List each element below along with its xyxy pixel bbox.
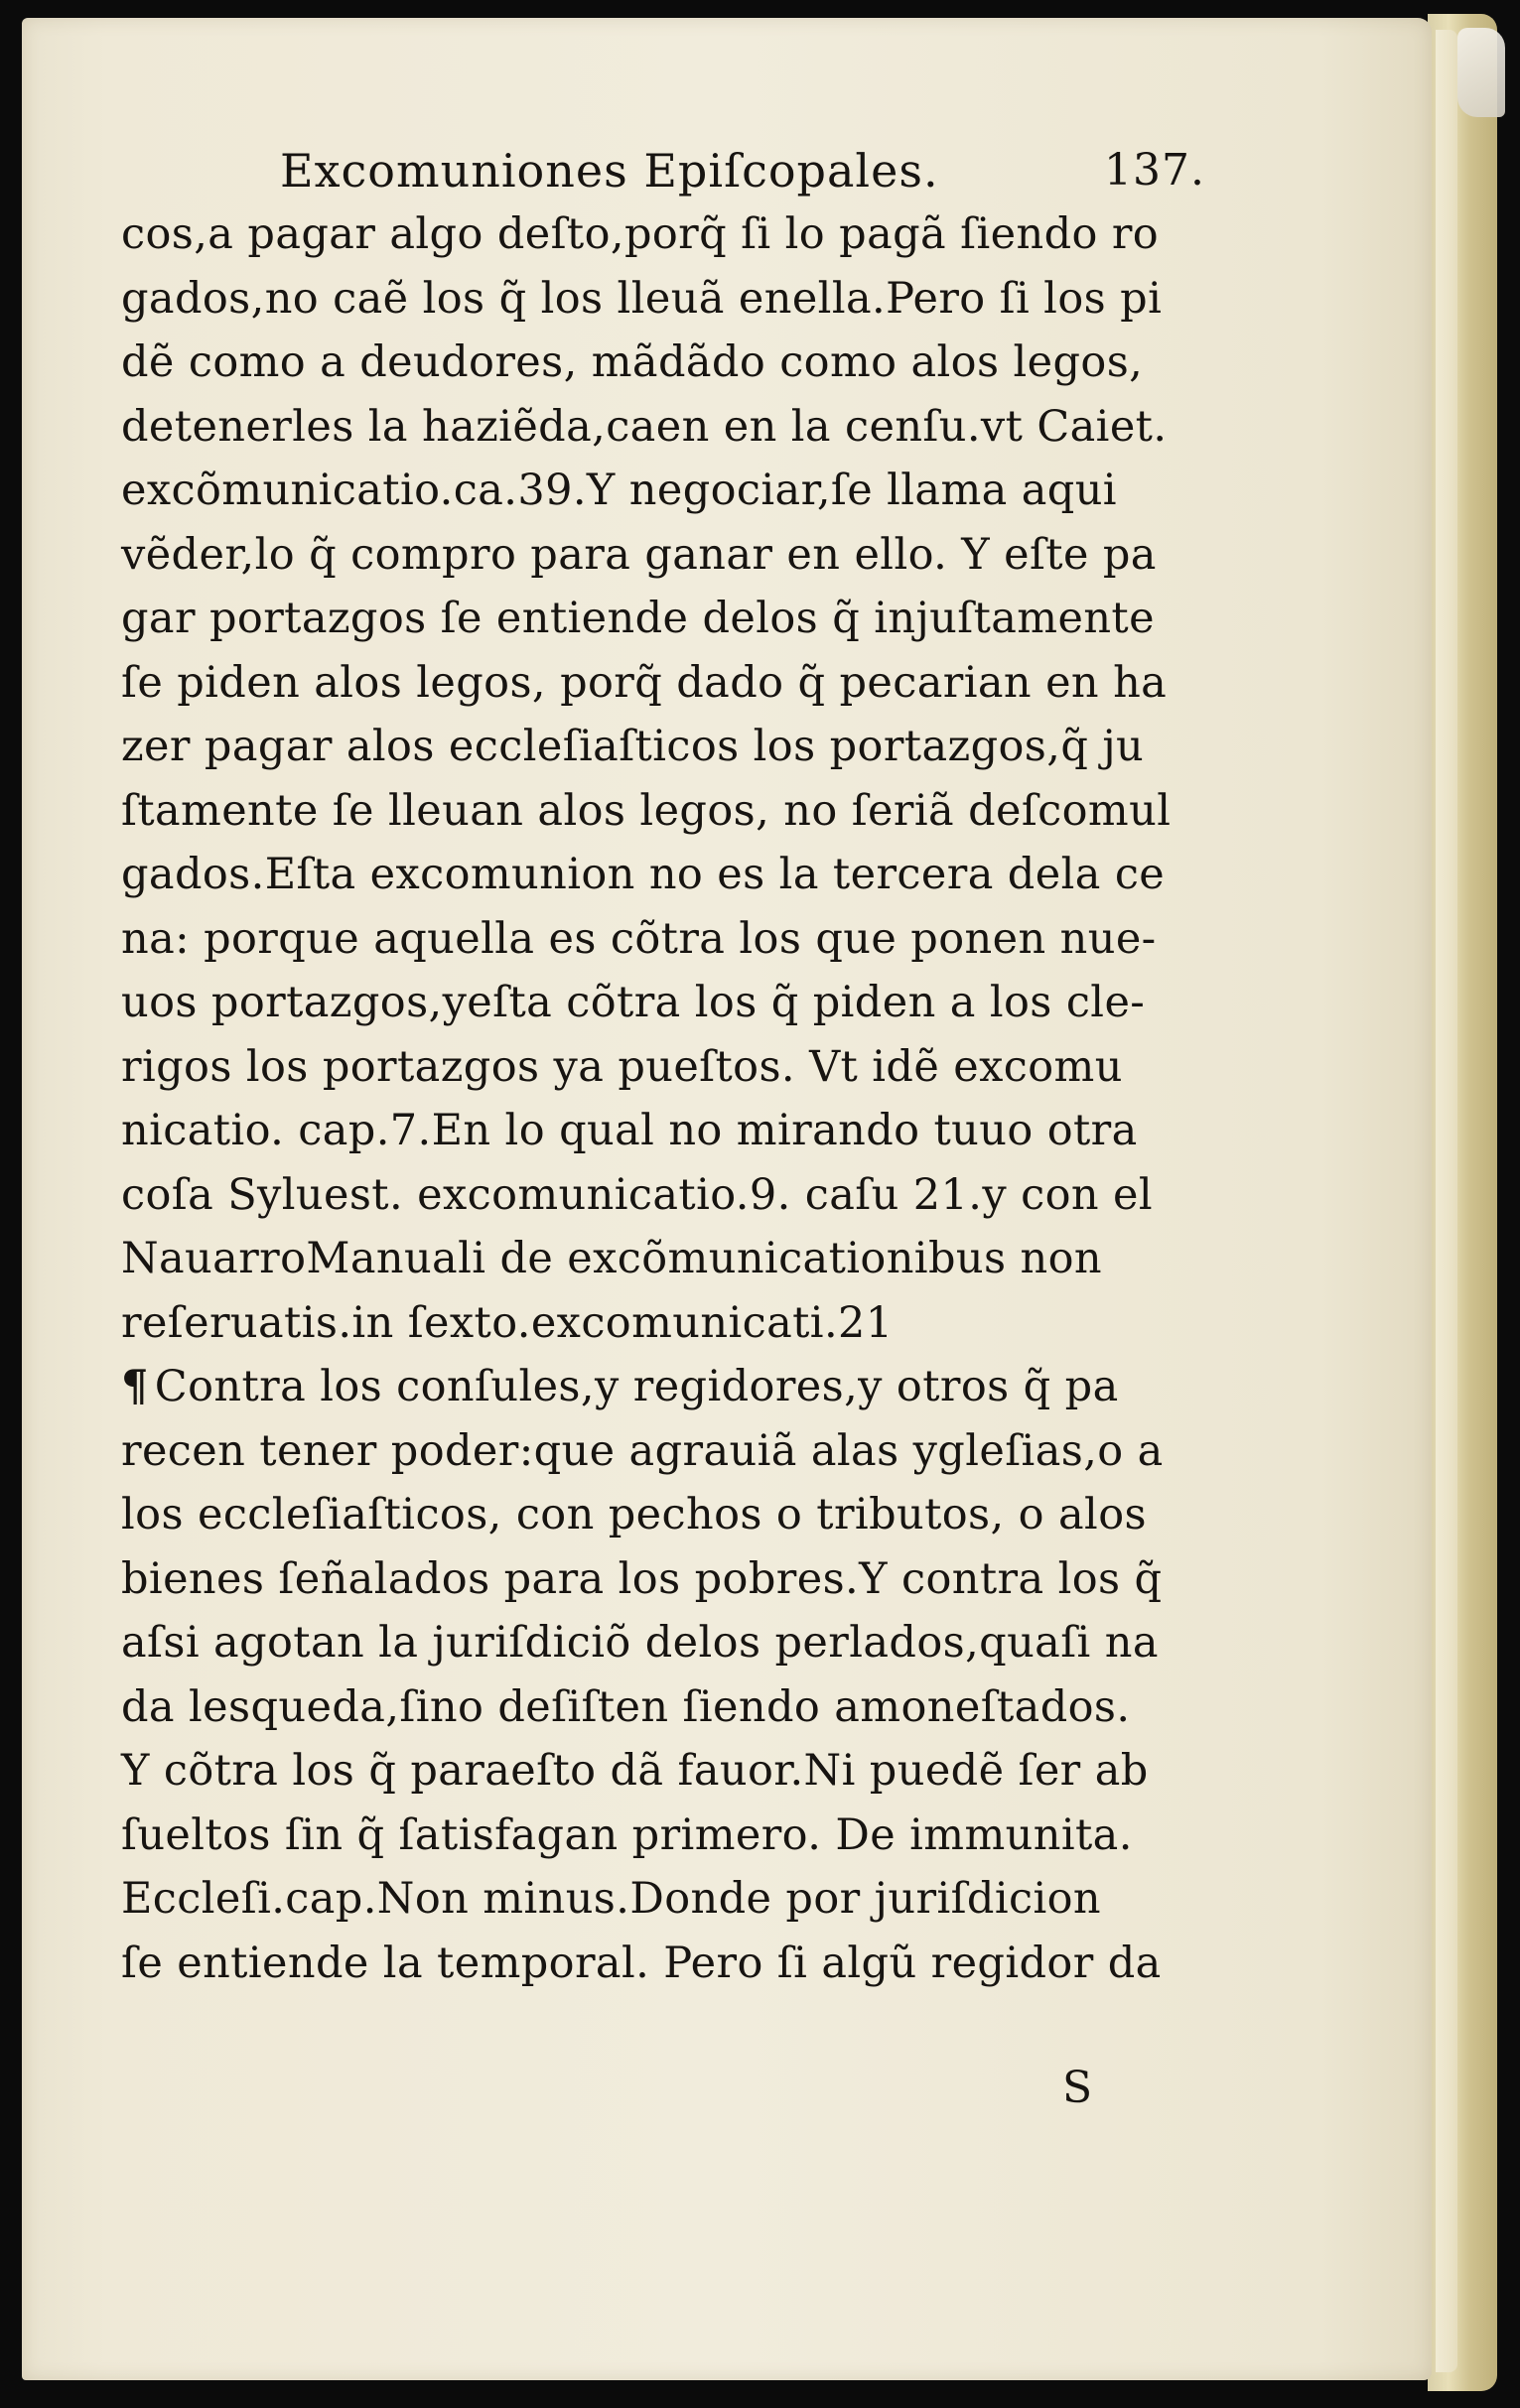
text-line: ſueltos ſin q̃ ſatisfagan primero. De immunita. xyxy=(121,1809,1133,1860)
signature-mark: S xyxy=(1062,2063,1093,2113)
text-line: cos,a pagar algo deſto,porq̃ ſi lo pagã ſiendo ro xyxy=(121,209,1160,259)
text-line: NauarroManuali de excõmunicationibus non xyxy=(121,1234,1102,1283)
text-line: zer pagar alos eccleſiaſticos los portazgos,q̃ ju xyxy=(121,722,1145,771)
text-line: nicatio. cap.7.En lo qual no mirando tuuo otra xyxy=(121,1106,1138,1155)
pilcrow-mark: ¶ xyxy=(121,1362,149,1411)
text-line: Y cõtra los q̃ paraeſto dã fauor.Ni puedẽ ſer ab xyxy=(121,1746,1149,1796)
text-line xyxy=(121,1355,1273,1419)
text-line: gados,no caẽ los q̃ los lleuã enella.Pero ſi los pi xyxy=(121,273,1163,324)
text-line: dẽ como a deudores, mãdãdo como alos legos, xyxy=(121,337,1144,387)
text-line: ſe entiende la temporal. Pero ſi algũ regidor da xyxy=(121,1938,1162,1988)
folio-number: 137. xyxy=(1104,145,1205,196)
text-line: los eccleſiaſticos, con pechos o tributos, o alos xyxy=(121,1490,1147,1539)
binding-tab xyxy=(1457,28,1505,117)
text-line: aſsi agotan la juriſdiciõ delos perlados,quaſi na xyxy=(121,1618,1159,1668)
text-line: ſtamente ſe lleuan alos legos, no ſeriã deſcomul xyxy=(121,785,1172,836)
text-line: gar portazgos ſe entiende delos q̃ injuſtamente xyxy=(121,594,1155,643)
text-line: na: porque aquella es cõtra los que ponen nue- xyxy=(121,913,1157,964)
text-line: excõmunicatio.ca.39.Y negociar,ſe llama aqui xyxy=(121,466,1117,515)
text-line: uos portazgos,yeſta cõtra los q̃ piden a los cle- xyxy=(121,978,1146,1027)
text-line: bienes ſeñalados para los pobres.Y contra los q̃ xyxy=(121,1553,1163,1604)
running-head xyxy=(121,139,1273,202)
text-line: ſe piden alos legos, porq̃ dado q̃ pecarian en ha xyxy=(121,657,1168,708)
page-text-block xyxy=(121,139,1273,1995)
text-line: gados.Eſta excomunion no es la tercera dela ce xyxy=(121,850,1166,899)
page-fore-edge-inner xyxy=(1436,30,1457,2372)
text-line: rigos los portazgos ya pueſtos. Vt idẽ excomu xyxy=(121,1041,1123,1092)
text-line: da lesqueda,ſino deſiſten ſiendo amoneſtados. xyxy=(121,1681,1131,1732)
text-line: Eccleſi.cap.Non minus.Donde por juriſdicion xyxy=(121,1874,1102,1924)
text-line: vẽder,lo q̃ compro para ganar en ello. Y eſte pa xyxy=(121,529,1157,580)
running-head-title: Excomuniones Epiſcopales. xyxy=(280,144,939,198)
paragraph-1 xyxy=(121,202,1273,1355)
text-line: recen tener poder:que agrauiã alas ygleſias,o a xyxy=(121,1425,1164,1476)
text-line: detenerles la haziẽda,caen en la cenſu.vt Caiet. xyxy=(121,401,1168,452)
text-line: reſeruatis.in ſexto.excomunicati.21 xyxy=(121,1297,894,1348)
text-line-content: Contra los conſules,y regidores,y otros q̃ pa xyxy=(154,1362,1119,1411)
text-line: coſa Syluest. excomunicatio.9. caſu 21.y con el xyxy=(121,1169,1154,1220)
paragraph-2 xyxy=(121,1355,1273,1995)
